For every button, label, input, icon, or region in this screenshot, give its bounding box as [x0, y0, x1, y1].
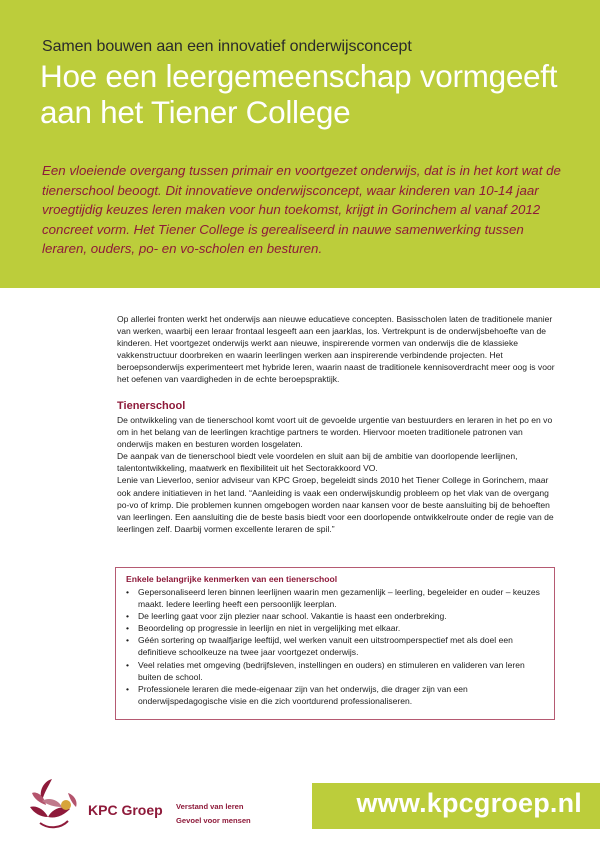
list-item-text: Géén sortering op twaalfjarige leeftijd, wel werken vanuit een uitstroomperspectief met als doel een definitieve schoolkeuze na twee jaar voortgezet onderwijs.	[138, 635, 513, 658]
paragraph-2: De ontwikkeling van de tienerschool komt voort uit de gevoelde urgentie van bestuurders en leraren in het po en vo om in het belang van de leerlingen krachtige partners te worden. Hiervoor moeten traditionele patronen van onderwijs maken en besturen worden losgelaten.	[117, 415, 553, 450]
page-title: Hoe een leergemeenschap vormgeeft aan het Tiener College	[40, 58, 558, 130]
website-link[interactable]: www.kpcgroep.nl	[356, 788, 582, 818]
list-item	[122, 610, 542, 622]
list-item-text: De leerling gaat voor zijn plezier naar school. Vakantie is haast een onderbreking.	[138, 611, 447, 622]
kpc-flower-logo-icon	[22, 771, 86, 835]
paragraph-3: De aanpak van de tienerschool biedt vele voordelen en sluit aan bij de ambitie van doorlopende leerlijnen, talentontwikkeling, maatwerk en flexibiliteit uit het Sectorakkoord VO.	[117, 451, 518, 474]
bullet-icon: •	[126, 587, 129, 597]
logo-name: KPC Groep	[88, 802, 163, 818]
list-item-text: Professionele leraren die mede-eigenaar zijn van het onderwijs, die drager zijn van een onderwijspedagogische visie en die zich voortdurend professionaliseren.	[138, 683, 468, 706]
features-box-title: Enkele belangrijke kenmerken van een tienerschool	[126, 574, 338, 584]
list-item-text: Beoordeling op progressie in leerlijn en niet in vergelijking met elkaar.	[138, 623, 401, 634]
body-paragraph-1	[117, 313, 557, 386]
features-list	[122, 586, 542, 707]
section-heading: Tienerschool	[117, 400, 186, 412]
body-paragraphs-2	[117, 414, 557, 535]
list-item	[122, 586, 542, 610]
url-band	[312, 783, 600, 829]
list-item	[122, 683, 542, 707]
slogan-line-1: Verstand van leren	[176, 802, 244, 811]
bullet-icon: •	[126, 659, 129, 670]
slogan-line-2: Gevoel voor mensen	[176, 816, 251, 825]
list-item-text: Gepersonaliseerd leren binnen leerlijnen waarin men gezamenlijk – leerling, begeleider en ouder – keuzes maakt. Iedere leerling heeft een persoonlijk leerplan.	[138, 587, 540, 610]
list-item	[122, 622, 542, 634]
bullet-icon: •	[126, 623, 129, 634]
features-box	[115, 567, 555, 720]
kicker-text: Samen bouwen aan een innovatief onderwijsconcept	[42, 38, 412, 55]
bullet-icon: •	[126, 683, 129, 694]
slogan	[176, 800, 251, 828]
intro-paragraph: Een vloeiende overgang tussen primair en voortgezet onderwijs, dat is in het kort wat de tienerschool beoogt. Dit innovatieve onderwijsconcept, waar kinderen van 10-14 jaar vroegtijdig keuzes leren maken voor hun toekomst, krijgt in Gorinchem al vanaf 2012 concreet vorm. Het Tiener College is gerealiseerd in nauwe samenwerking tussen leraren, ouders, po- en vo-scholen en besturen.	[42, 163, 561, 257]
paragraph-1: Op allerlei fronten werkt het onderwijs aan nieuwe educatieve concepten. Basisscholen laten de traditionele manier van werken, waarbij een leraar frontaal lesgeeft aan een jaarklas, los. Vertrekpunt is de onderwijsbehoefte van de kinderen. Het voortgezet onderwijs werkt aan nieuwe, inspirerende vormen van onderwijs die de klassieke vakkenstructuur doorbreken en waarin leerlingen werken aan inspirerende verbindende projecten. Het beroepsonderwijs experimenteert met hybride leren, waarin naast de traditionele kennisoverdracht meer oog is voor het oefenen van vaardigheden in de echte beroepspraktijk.	[117, 314, 555, 385]
paragraph-4: Lenie van Lieverloo, senior adviseur van KPC Groep, begeleidt sinds 2010 het Tiener College in Gorinchem, maar ook andere initiatieven in het land. “Aanleiding is vaak een onderwijskundig probleem op het vlak van de overgang po-vo of krimp. Die problemen kunnen omgebogen worden naar kansen voor de beste aansluiting bij de behoeften van leerlingen. Een aansluiting die de beste basis biedt voor een doorlopende ontwikkelroute onder de regie van de leerlingen zelf. Daarbij vormen excellente leraren de spil.”	[117, 475, 554, 534]
list-item-text: Veel relaties met omgeving (bedrijfsleven, instellingen en ouders) en stimuleren en valideren van leren buiten de school.	[138, 659, 525, 682]
bullet-icon: •	[126, 635, 129, 646]
header-band	[0, 0, 600, 288]
list-item	[122, 659, 542, 683]
bullet-icon: •	[126, 611, 129, 622]
list-item	[122, 634, 542, 658]
